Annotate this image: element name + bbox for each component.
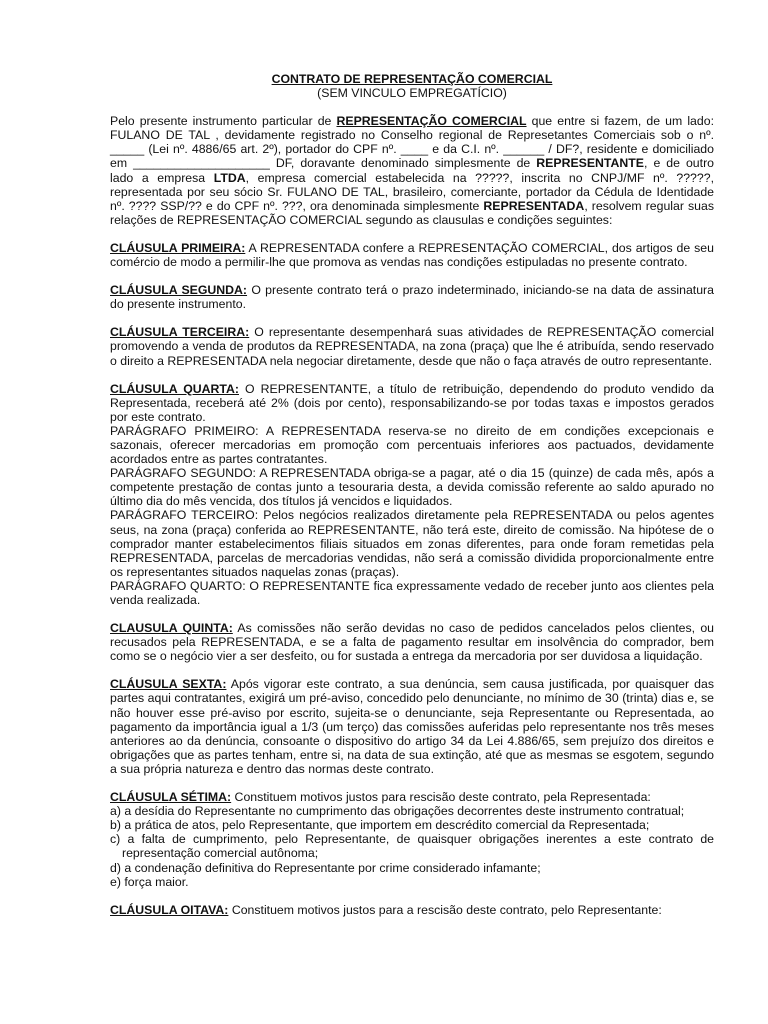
contract-page (110, 72, 714, 931)
contract-subtitle: (SEM VINCULO EMPREGATÍCIO) (317, 86, 507, 101)
clause-heading: CLÁUSULA TERCEIRA: (110, 325, 250, 340)
clause-heading: CLÁUSULA SEXTA: (110, 677, 227, 692)
list-item: c) a falta de cumprimento, pelo Representante, de quaisquer obrigações inerentes a este contrato de representação comercial autônoma; (110, 832, 714, 861)
paragraph-third: PARÁGRAFO TERCEIRO: Pelos negócios realizados diretamente pela REPRESENTADA ou pelos agentes seus, na zona (praça) conferida ao REPRESENTANTE, não terá este, direito de comissão. Na hipótese de o comprador manter estabelecimentos filiais situados em zonas diferentes, para onde foram remetidas pela REPRESENTADA, parcelas de mercadorias vendidas, não será a comissão dividida proporcionalmente entre os representantes situados naquelas zonas (praças). (110, 508, 714, 579)
paragraph-fourth: PARÁGRAFO QUARTO: O REPRESENTANTE fica expressamente vedado de receber junto aos clientes pela venda realizada. (110, 578, 714, 607)
clause-third: CLÁUSULA TERCEIRA: O representante desempenhará suas atividades de REPRESENTAÇÃO comercial promovendo a venda de produtos da REPRESENTADA, na zona (praça) que lhe é atribuída, sendo reservado o direito a REPRESENTADA nela negociar diretamente, desde que não o faça através de outro representante. (110, 325, 714, 368)
list-item: e) força maior. (110, 874, 189, 889)
clause-fourth: CLÁUSULA QUARTA: O REPRESENTANTE, a título de retribuição, dependendo do produto vendido da Representada, receberá até 2% (dois por cento), responsabilizando-se por todas taxas e impostos gerados por este contrato. PARÁGRAFO PRIMEIRO: A REPRESENTADA reserva-se no direito de em condições excepcionais e sazonais, oferecer mercadorias em promoção com percentuais inferiores aos pactuados, devidamente acordados entre as partes contratantes. PARÁGRAFO SEGUNDO: A REPRESENTADA obriga-se a pagar, até o dia 15 (quinze) de cada mês, após a competente prestação de contas junto a tesouraria desta, a devida comissão referente ao saldo apurado no último dia do mês vencida, dos títulos já vencidos e liquidados. PARÁGRAFO TERCEIRO: Pelos negócios realizados diretamente pela REPRESENTADA ou pelos agentes seus, na zona (praça) conferida ao REPRESENTANTE, não terá este, direito de comissão. Na hipótese de o comprador manter estabelecimentos filiais situados em zonas diferentes, para onde foram remetidas pela REPRESENTADA, parcelas de mercadorias vendidas, não será a comissão dividida proporcionalmente entre os representantes situados naquelas zonas (praças). PARÁGRAFO QUARTO: O REPRESENTANTE fica expressamente vedado de receber junto aos clientes pela venda realizada. (110, 381, 715, 607)
clause-sixth: CLÁUSULA SEXTA: Após vigorar este contrato, a sua denúncia, sem causa justificada, por quaisquer das partes aqui contratantes, exigirá um pré-aviso, concedido pelo denunciante, no mínimo de 30 (trinta) dias e, se não houver esse pré-aviso por escrito, sujeita-se o denunciante, seja Representante ou Representada, ao pagamento da importância igual a 1/3 (um terço) das comissões auferidas pelo representante nos três meses anteriores ao da denúncia, consoante o dispositivo do artigo 34 da Lei 4.886/65, sem prejuízo dos direitos e obrigações que as partes tenham, entre si, na data de sua extinção, até que as mesmas se esgotem, segundo a sua própria natureza e dentro das normas deste contrato. (110, 677, 714, 776)
clause-heading: CLÁUSULA SEGUNDA: (110, 283, 248, 298)
clause-heading: CLAUSULA QUINTA: (110, 621, 233, 636)
clause-heading: CLÁUSULA OITAVA: (110, 902, 229, 917)
clause-fifth: CLAUSULA QUINTA: As comissões não serão devidas no caso de pedidos cancelados pelos clientes, ou recusados pela REPRESENTADA, e se a falta de pagamento resultar em insolvência do comprador, bem como se o negócio vier a ser desfeito, ou for sustada a entrega da mercadoria por ser duvidosa a liquidação. (110, 621, 714, 664)
paragraph-first: PARÁGRAFO PRIMEIRO: A REPRESENTADA reserva-se no direito de em condições excepcionais e sazonais, oferecer mercadorias em promoção com percentuais inferiores aos pactuados, devidamente acordados entre as partes contratantes. (110, 423, 714, 467)
contract-title: CONTRATO DE REPRESENTAÇÃO COMERCIAL (271, 72, 553, 86)
clause-heading: CLÁUSULA SÉTIMA: (110, 790, 232, 805)
clause-first: CLÁUSULA PRIMEIRA: A REPRESENTADA confere a REPRESENTAÇÃO COMERCIAL, dos artigos de seu comércio de modo a permilir-lhe que promova as vendas nas condições estipuladas no presente contrato. (110, 240, 714, 270)
paragraph-second: PARÁGRAFO SEGUNDO: A REPRESENTADA obriga-se a pagar, até o dia 15 (quinze) de cada mês, após a competente prestação de contas junto a tesouraria desta, a devida comissão referente ao saldo apurado no último dia do mês vencida, dos títulos já vencidos e liquidados. (110, 466, 714, 509)
clause-heading: CLÁUSULA PRIMEIRA: (110, 240, 246, 255)
clause-seventh: CLÁUSULA SÉTIMA: Constituem motivos justos para rescisão deste contrato, pela Representada: a) a desídia do Representante no cumprimento das obrigações decorrentes deste instrumento contratual; b) a prática de atos, pelo Representante, que importem em descrédito comercial da Representada; c) a falta de cumprimento, pelo Representante, de quaisquer obrigações inerentes a este contrato de representação comercial autônoma; d) a condenação definitiva do Representante por crime considerado infamante; e) força maior. (110, 790, 714, 889)
list-item: a) a desídia do Representante no cumprimento das obrigações decorrentes deste instrumento contratual; (110, 804, 685, 819)
list-item: b) a prática de atos, pelo Representante, que importem em descrédito comercial da Representada; (110, 818, 650, 833)
list-item: d) a condenação definitiva do Representante por crime considerado infamante; (110, 860, 541, 875)
intro-paragraph: Pelo presente instrumento particular de REPRESENTAÇÃO COMERCIAL que entre si fazem, de um lado: FULANO DE TAL , devidamente registrado no Conselho regional de Represetantes Comerciais sob o nº. _____ (Lei nº. 4886/65 art. 2º), portador do CPF nº. ____ e da C.I. nº. ______ / DF?, residente e domiciliado em ____________________ DF, doravante denominado simplesmente de REPRESENTANTE, e de outro lado a empresa LTDA, empresa comercial estabelecida na ?????, inscrita no CNPJ/MF nº. ?????, representada por seu sócio Sr. FULANO DE TAL, brasileiro, comerciante, portador da Cédula de Identidade nº. ???? SSP/?? e do CPF nº. ???, ora denominada simplesmente REPRESENTADA, resolvem regular suas relações de REPRESENTAÇÃO COMERCIAL segundo as clausulas e condições seguintes: (110, 114, 714, 227)
clause-heading: CLÁUSULA QUARTA: (110, 381, 239, 396)
clause-eighth: CLÁUSULA OITAVA: Constituem motivos justos para a rescisão deste contrato, pelo Representante: (110, 902, 662, 917)
clause-second: CLÁUSULA SEGUNDA: O presente contrato terá o prazo indeterminado, iniciando-se na data de assinatura do presente instrumento. (110, 283, 714, 312)
